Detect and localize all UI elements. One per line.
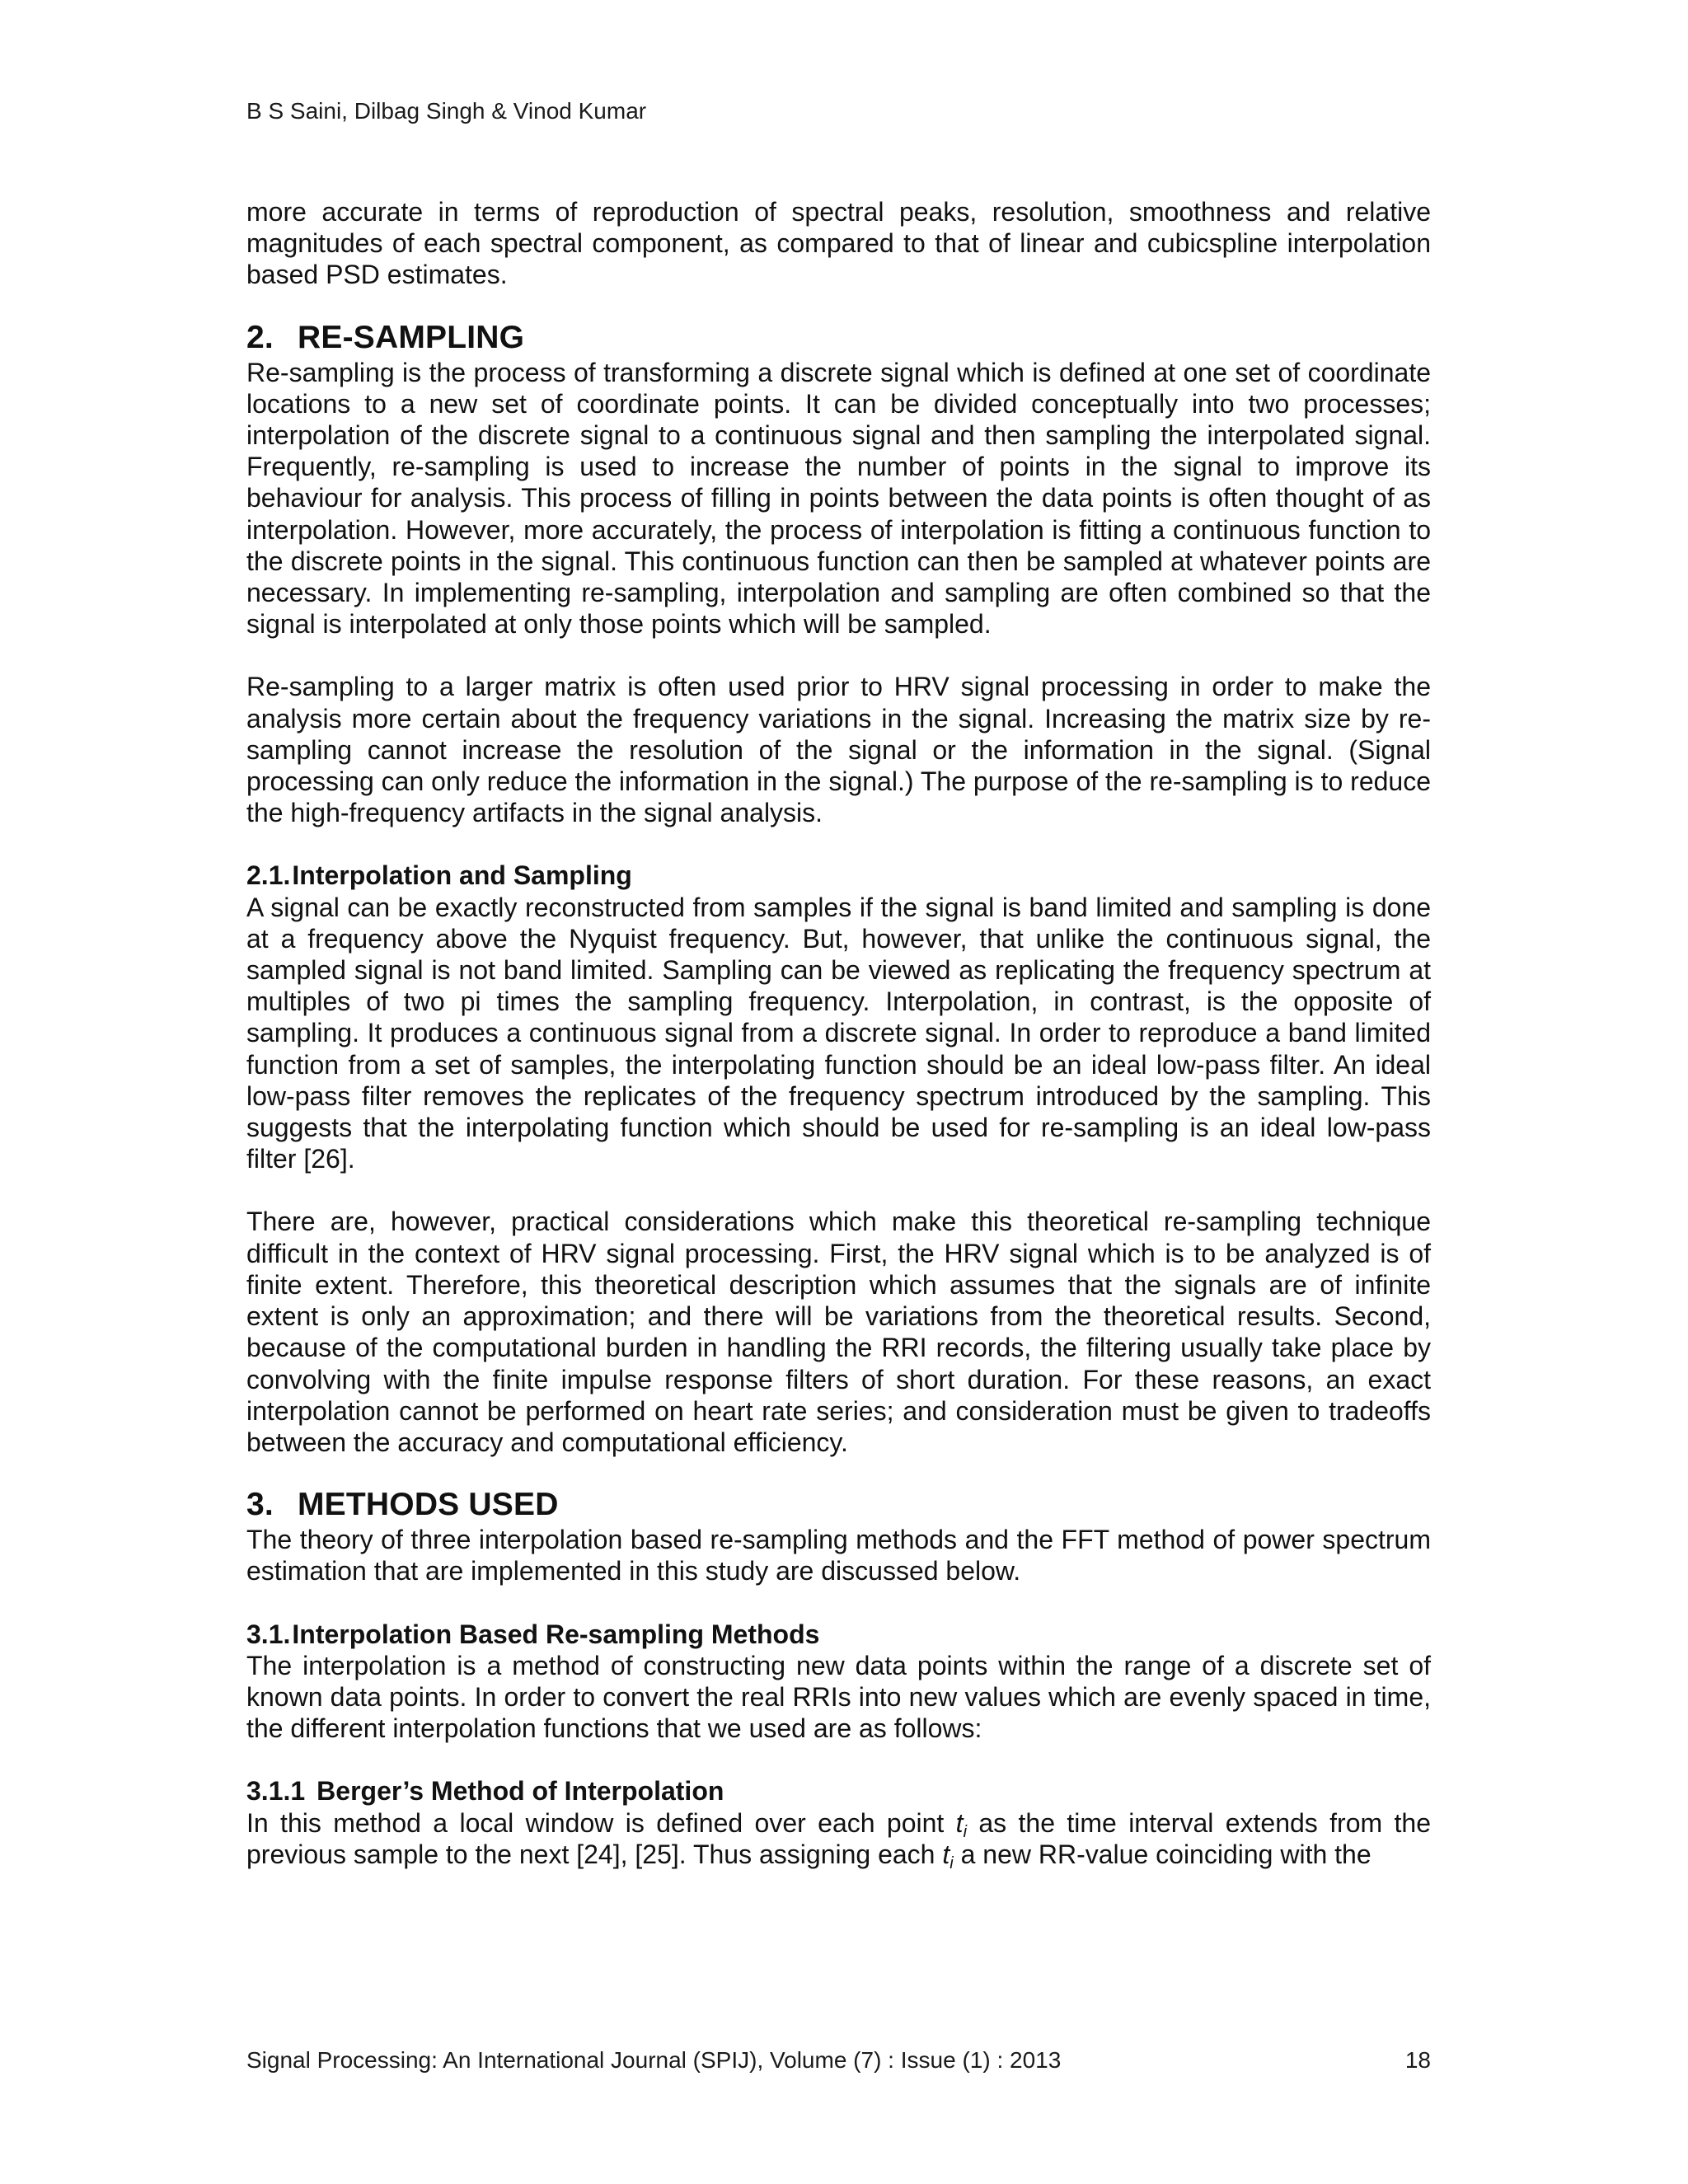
- ti-symbol: $t_i$: [955, 1807, 968, 1841]
- section-3-1-heading: [246, 1619, 1431, 1650]
- paragraph-text-part-1: In this method a local window is defined over each point: [246, 1807, 956, 1838]
- section-2-paragraph-2: Re-sampling to a larger matrix is often used prior to HRV signal processing in order to make the analysis more certain about the frequency variations in the signal. Increasing the matrix size by re-sampling cannot increase the resolution of the signal or the information in the signal. (Signal processing can only reduce the information in the signal.) The purpose of the re-sampling is to reduce the high-frequency artifacts in the signal analysis.: [246, 672, 1431, 828]
- section-3-1-1-heading: [246, 1775, 1431, 1807]
- paragraph-text-part-3: a new RR-value coinciding with the: [953, 1839, 1372, 1869]
- section-3-1-paragraph: The interpolation is a method of constructing new data points within the range of a discrete set of known data points. In order to convert the real RRIs into new values which are evenly spaced in time, the different interpolation functions that we used are as follows:: [246, 1650, 1431, 1744]
- section-3-1-1-title: Berger’s Method of Interpolation: [316, 1776, 724, 1807]
- section-2-1-paragraph-1: A signal can be exactly reconstructed from samples if the signal is band limited and sampling is done at a frequency above the Nyquist frequency. But, however, that unlike the continuous signal, the sampled signal is not band limited. Sampling can be viewed as replicating the frequency spectrum at multiples of two pi times the sampling frequency. Interpolation, in contrast, is the opposite of sampling. It produces a continuous signal from a discrete signal. In order to reproduce a band limited function from a set of samples, the interpolating function should be an ideal low-pass filter. An ideal low-pass filter removes the replicates of the frequency spectrum introduced by the sampling. This suggests that the interpolating function which should be used for re-sampling is an ideal low-pass filter [26].: [246, 892, 1431, 1174]
- page-number: 18: [1404, 2047, 1431, 2073]
- section-2-title: RE-SAMPLING: [298, 319, 525, 355]
- section-2-1-heading: [246, 860, 1431, 891]
- section-2-paragraph-1: Re-sampling is the process of transforming a discrete signal which is defined at one set of coordinate locations to a new set of coordinate points. It can be divided conceptually into two processes; interpolation of the discrete signal to a continuous signal and then sampling the interpolated signal. Frequently, re-sampling is used to increase the number of points in the signal to improve its behaviour for analysis. This process of filling in points between the data points is often thought of as interpolation. However, more accurately, the process of interpolation is fitting a continuous function to the discrete points in the signal. This continuous function can then be sampled at whatever points are necessary. In implementing re-sampling, interpolation and sampling are often combined so that the signal is interpolated at only those points which will be sampled.: [246, 357, 1431, 640]
- ti-symbol: $t_i$: [942, 1839, 954, 1872]
- section-3-1-1-number: 3.1.1: [246, 1776, 306, 1807]
- section-3-paragraph: The theory of three interpolation based re-sampling methods and the FFT method of power spectrum estimation that are implemented in this study are discussed below.: [246, 1525, 1431, 1586]
- section-3-number: 3.: [246, 1487, 274, 1523]
- section-3-1-1-paragraph: [246, 1807, 1431, 1870]
- footer-journal: Signal Processing: An International Journal (SPIJ), Volume (7) : Issue (1) : 2013: [246, 2047, 1062, 2073]
- section-2-1-title: Interpolation and Sampling: [292, 860, 632, 891]
- section-3-title: METHODS USED: [298, 1487, 559, 1523]
- intro-paragraph: more accurate in terms of reproduction of spectral peaks, resolution, smoothness and relative magnitudes of each spectral component, as compared to that of linear and cubicspline interpolation based PSD estimates.: [246, 197, 1431, 290]
- section-2-1-paragraph-2: There are, however, practical considerations which make this theoretical re-sampling technique difficult in the context of HRV signal processing. First, the HRV signal which is to be analyzed is of finite extent. Therefore, this theoretical description which assumes that the signals are of infinite extent is only an approximation; and there will be variations from the theoretical results. Second, because of the computational burden in handling the RRI records, the filtering usually take place by convolving with the finite impulse response filters of short duration. For these reasons, an exact interpolation cannot be performed on heart rate series; and consideration must be given to tradeoffs between the accuracy and computational efficiency.: [246, 1207, 1431, 1457]
- section-2-number: 2.: [246, 319, 274, 355]
- document-body: [246, 196, 1431, 1870]
- section-2-1-number: 2.1.: [246, 860, 291, 891]
- document-page: [246, 0, 1431, 2184]
- section-3-1-title: Interpolation Based Re-sampling Methods: [292, 1619, 820, 1649]
- paragraph-text-part-2: as the time interval extends from the previous sample to the next [24], [25]. Thus assigning each: [246, 1807, 1432, 1869]
- section-3-heading: [246, 1486, 1431, 1524]
- section-3-1-number: 3.1.: [246, 1619, 291, 1649]
- running-head: B S Saini, Dilbag Singh & Vinod Kumar: [246, 98, 647, 124]
- section-2-heading: [246, 319, 1431, 357]
